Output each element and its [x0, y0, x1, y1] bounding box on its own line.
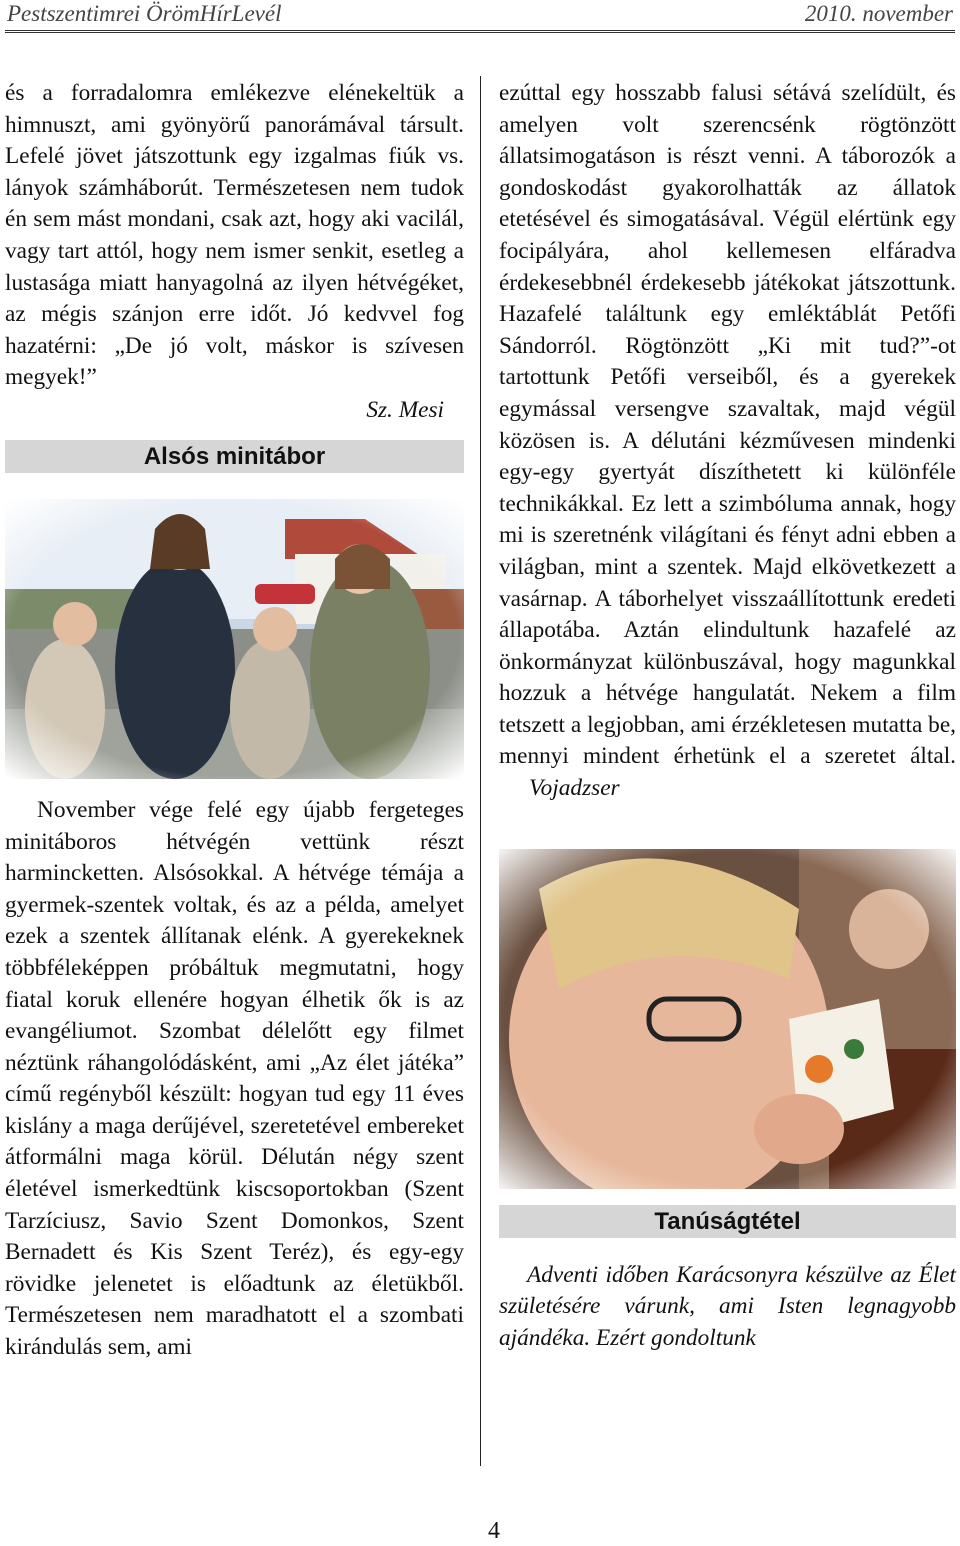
issue-date: 2010. november: [804, 1, 953, 26]
right-column: [499, 78, 956, 1354]
left-paragraph-2: November vége felé egy újabb fergeteges minitáboros hétvégén vettünk részt harmincketten. Alsósokkal. A hétvége témája a gyermek-szentek voltak, és az a példa, amelyet ezek a szentek állítanak elénk. A gyerekeknek többféleképpen próbáltuk megmutatni, hogy fiatal koruk ellenére hogyan élhetik ők is az evangéliumot. Szombat délelőtt egy filmet néztünk ráhangolódásként, ami „Az élet játéka” című regényből készült: hogyan tud egy 11 éves kislány a maga derűjével, szeretetével embereket átformálni maga körül. Délután négy szent életével ismerkedtünk kiscsoportokban (Szent Tarzíciusz, Savio Szent Domonkos, Szent Bernadett és Kis Szent Teréz), és egy-egy rövidke jelenetet is előadtunk az életükből. Természetesen nem maradhatott el a szombati kirándulás sem, ami: [5, 796, 464, 1361]
page-number: 4: [488, 1518, 500, 1544]
photo-boy-with-candle: [499, 849, 956, 1189]
signature-vojadzser: Vojadzser: [529, 775, 620, 802]
page-header: [5, 0, 955, 33]
right-paragraph-1-text: ezúttal egy hosszabb falusi sétává szelídült, és amelyen volt szerencsénk rögtönzött állatsimogatáson is részt venni. A táborozók a gondoskodást gyakorolhatták az állatok etetésével és simogatásával. Végül elértünk egy focipályára, ahol kellemesen elfáradva érdekesebbnél érdekesebb játékokat játszottunk. Hazafelé találtunk egy emléktáblát Petőfi Sándorról. Rögtönzött „Ki mit tud?”-ot tartottunk Petőfi verseiből, és a gyerekek egymással versengve szavaltak, majd végül közösen is. A délutáni kézművesen mindenki egy-egy gyertyát díszíthetett ki különféle technikákkal. Ez lett a szimbóluma annak, hogy mi is szeretnénk világítani és fényt adni ebben a világban, mint a szentek. Majd elkövetkezett a vasárnap. A táborhelyet visszaállítottunk eredeti állapotába. Aztán elindultunk hazafelé az önkormányzat különbuszával, hogy magunkkal hozzuk a hétvége hangulatát. Nekem a film tetszett a legjobban, ami érzékletesen mutatta be, mennyi mindent érhetünk el a szeretet által.: [499, 80, 956, 770]
right-paragraph-3: Adventi időben Karácsonyra készülve az Élet születésére várunk, ami Isten legnagyobb ajándéka. Ezért gondoltunk: [499, 1261, 956, 1351]
column-divider: [480, 76, 481, 1466]
right-paragraph-1: [499, 78, 956, 805]
left-column: [5, 78, 464, 1364]
section-title-alsos-minitabor: Alsós minitábor: [5, 440, 464, 473]
section-title-tanusagtetel: Tanúságtétel: [499, 1205, 956, 1238]
signature-mesi: Sz. Mesi: [366, 396, 444, 423]
publication-title: Pestszentimrei ÖrömHírLevél: [7, 1, 282, 26]
photo-children-walking: [5, 499, 464, 779]
left-paragraph-1: és a forradalomra emlékezve elénekeltük a himnuszt, ami gyönyörű panorámával társult. Lefelé jövet játszottunk egy izgalmas fiúk vs. lányok számháborút. Természetesen nem tudok én sem mást mondani, csak azt, hogy aki vacilál, vagy tart attól, hogy nem ismer senkit, esetleg a lustasága miatt hanyagolná az ilyen hétvégéket, az mégis szánjon erre időt. Jó kedvvel fog hazatérni: „De jó volt, máskor is szívesen megyek!”: [5, 80, 464, 391]
